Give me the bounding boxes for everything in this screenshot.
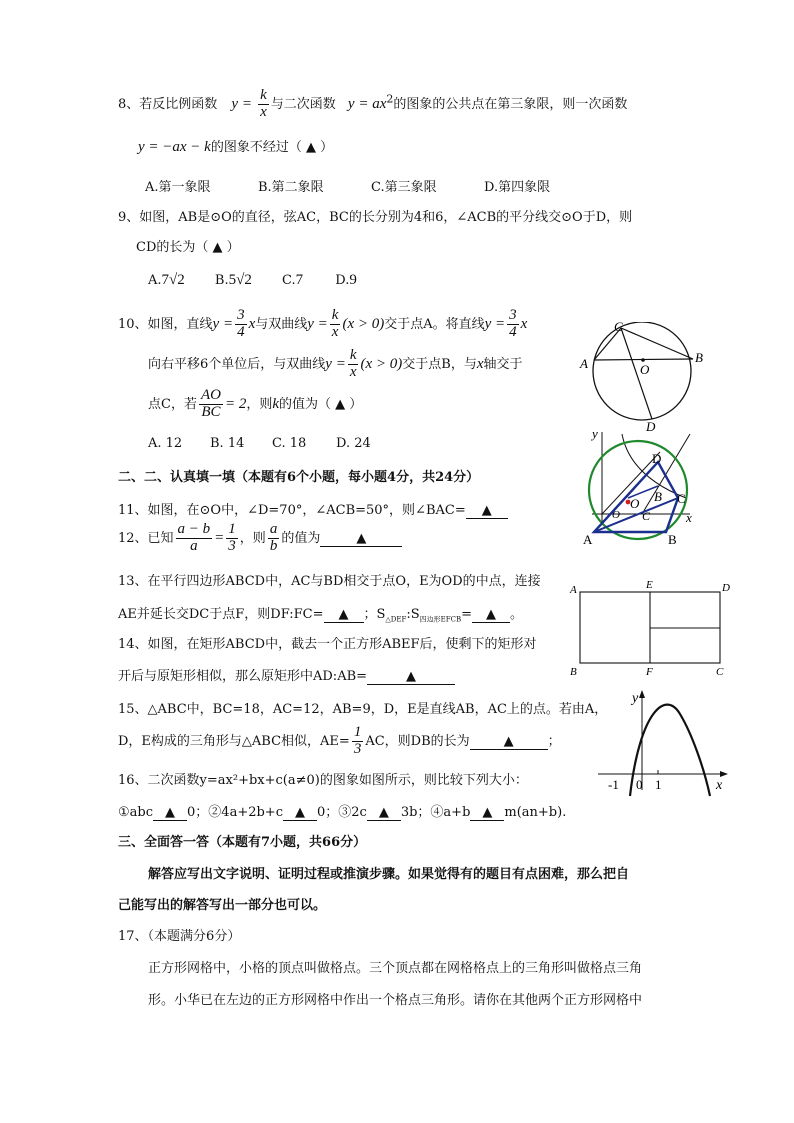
section2-heading: 二、二、认真填一填（本题有6个小题，每小题4分，共24分） [118, 470, 480, 485]
q10-option-d: D. 24 [336, 436, 371, 451]
label-y: y [592, 426, 598, 441]
section3-note-line2: 己能写出的解答写出一部分也可以。 [118, 898, 327, 913]
q10-option-b: B. 14 [210, 436, 245, 451]
label-x: x [716, 778, 723, 793]
label-y: y [632, 691, 639, 706]
q10-line3: 点C，若 $\frac{AO}{BC}$ = 2，则k的值为（ ▲ ） [148, 387, 363, 420]
section3-heading: 三、全面答一答（本题有7小题，共66分） [118, 835, 367, 850]
q8-option-a: A.第一象限 [145, 180, 211, 195]
q12-line: 12、已知 $\frac{a - b}{a}$ = $\frac{1}{3}$ ，则 $\frac{a}{b}$ 的值为 ▲ [118, 522, 402, 555]
label-o-big: O [630, 496, 640, 511]
label-c-inner: C [642, 509, 651, 523]
q14-line2: 开后与原矩形相似，那么原矩形中AD:AB= ▲ [118, 665, 455, 685]
label-c: C [614, 322, 623, 334]
q14-line1: 14、如图，在矩形ABCD中，截去一个正方形ABEF后，使剩下的矩形对 [118, 637, 537, 652]
label-x: x [686, 510, 692, 525]
q9-line2: CD的长为（ ▲ ） [136, 240, 240, 255]
q17-line2: 形。小华已在左边的正方形网格中作出一个格点三角形。请你在其他两个正方形网格中 [148, 993, 643, 1008]
label-zero: 0 [636, 777, 643, 792]
label-c: C [716, 666, 724, 676]
label-b: B [570, 666, 577, 676]
label-f: F [646, 666, 653, 676]
q16-line1: 16、二次函数y=ax²+bx+c(a≠0)的图象如图所示，则比较下列大小： [118, 773, 528, 788]
label-b: B [695, 350, 703, 365]
q16-line2: ①abc ▲ 0；②4a+2b+c ▲ 0；③2c ▲ 3b；④a+b ▲ m(an+b). [118, 805, 567, 820]
q8-option-d: D.第四象限 [484, 180, 551, 195]
q11-line: 11、如图，在⊙O中，∠D=70°，∠ACB=50°，则∠BAC= ▲ [118, 499, 508, 519]
label-minus-one: -1 [608, 777, 619, 792]
label-c-right: C [677, 491, 686, 506]
figure-q14-rectangle [568, 578, 734, 676]
q17-line1: 正方形网格中，小格的顶点叫做格点。三个顶点都在网格格点上的三角形叫做格点三角 [148, 961, 643, 976]
figure-q16-parabola [596, 688, 732, 798]
q8-frac-k-over-x: $\frac{k}{x}$ [260, 87, 267, 120]
label-a: A [570, 584, 577, 596]
q15-line1: 15、△ABC中，BC=18，AC=12，AB=9，D，E是直线AB，AC上的点。若由A， [118, 702, 608, 717]
q8-line1: 8、若反比例函数 y = $\frac{k}{x}$ 与二次函数 $y = ax^2$的图象的公共点在第三象限，则一次函数 [118, 87, 628, 120]
label-one: 1 [655, 777, 662, 792]
q17-heading: 17、（本题满分6分） [118, 929, 241, 944]
label-b-bottom: B [668, 532, 677, 547]
label-e: E [646, 579, 653, 591]
q10-option-a: A. 12 [148, 436, 183, 451]
q13-line2: AE并延长交DC于点F，则DF:FC= ▲ ；$S_{\triangle DEF}:S_{四边形EFCB}=$ ▲ 。 [118, 607, 524, 624]
label-o: O [640, 362, 650, 377]
label-o-small: O [612, 509, 620, 521]
label-d: D [646, 419, 656, 432]
label-a: A [583, 532, 593, 547]
q13-line1: 13、在平行四边形ABCD中，AC与BD相交于点O，E为OD的中点，连接 [118, 574, 541, 589]
q8-option-c: C.第三象限 [371, 180, 437, 195]
q8-line2: y = −ax − k的图象不经过（ ▲ ） [138, 139, 334, 155]
section3-note-line1: 解答应写出文字说明、证明过程或推演步骤。如果觉得有的题目有点困难，那么把自 [148, 867, 630, 882]
q8-option-b: B.第二象限 [258, 180, 324, 195]
x-axis-arrow [720, 771, 728, 777]
q9-line1: 9、如图，AB是⊙O的直径，弦AC，BC的长分别为4和6，∠ACB的平分线交⊙O于D，则 [118, 210, 633, 225]
figure-q9-circle [576, 322, 716, 432]
figure-q11-circle [582, 426, 706, 548]
q10-line2: 向右平移6个单位后，与双曲线y = $\frac{k}{x}$ (x > 0)交于点B，与x轴交于 [148, 347, 523, 380]
q15-line2: D，E构成的三角形与△ABC相似，AE= $\frac{1}{3}$ AC，则DB的长为 ▲ ； [118, 724, 561, 757]
label-a: A [580, 356, 588, 371]
q9-options: A.7√2 B.5√2 C.7 D.9 [148, 272, 357, 288]
q10-option-c: C. 18 [272, 436, 307, 451]
label-b-top: B [654, 489, 662, 504]
label-d: D [722, 582, 730, 594]
q10-line1: 10、如图，直线y = $\frac{3}{4}$ x与双曲线y = $\frac{k}{x}$ (x > 0)交于点A。将直线y = $\frac{3}{4}$ x [118, 307, 528, 340]
y-axis-arrow [639, 690, 645, 698]
label-d: D [652, 451, 662, 466]
